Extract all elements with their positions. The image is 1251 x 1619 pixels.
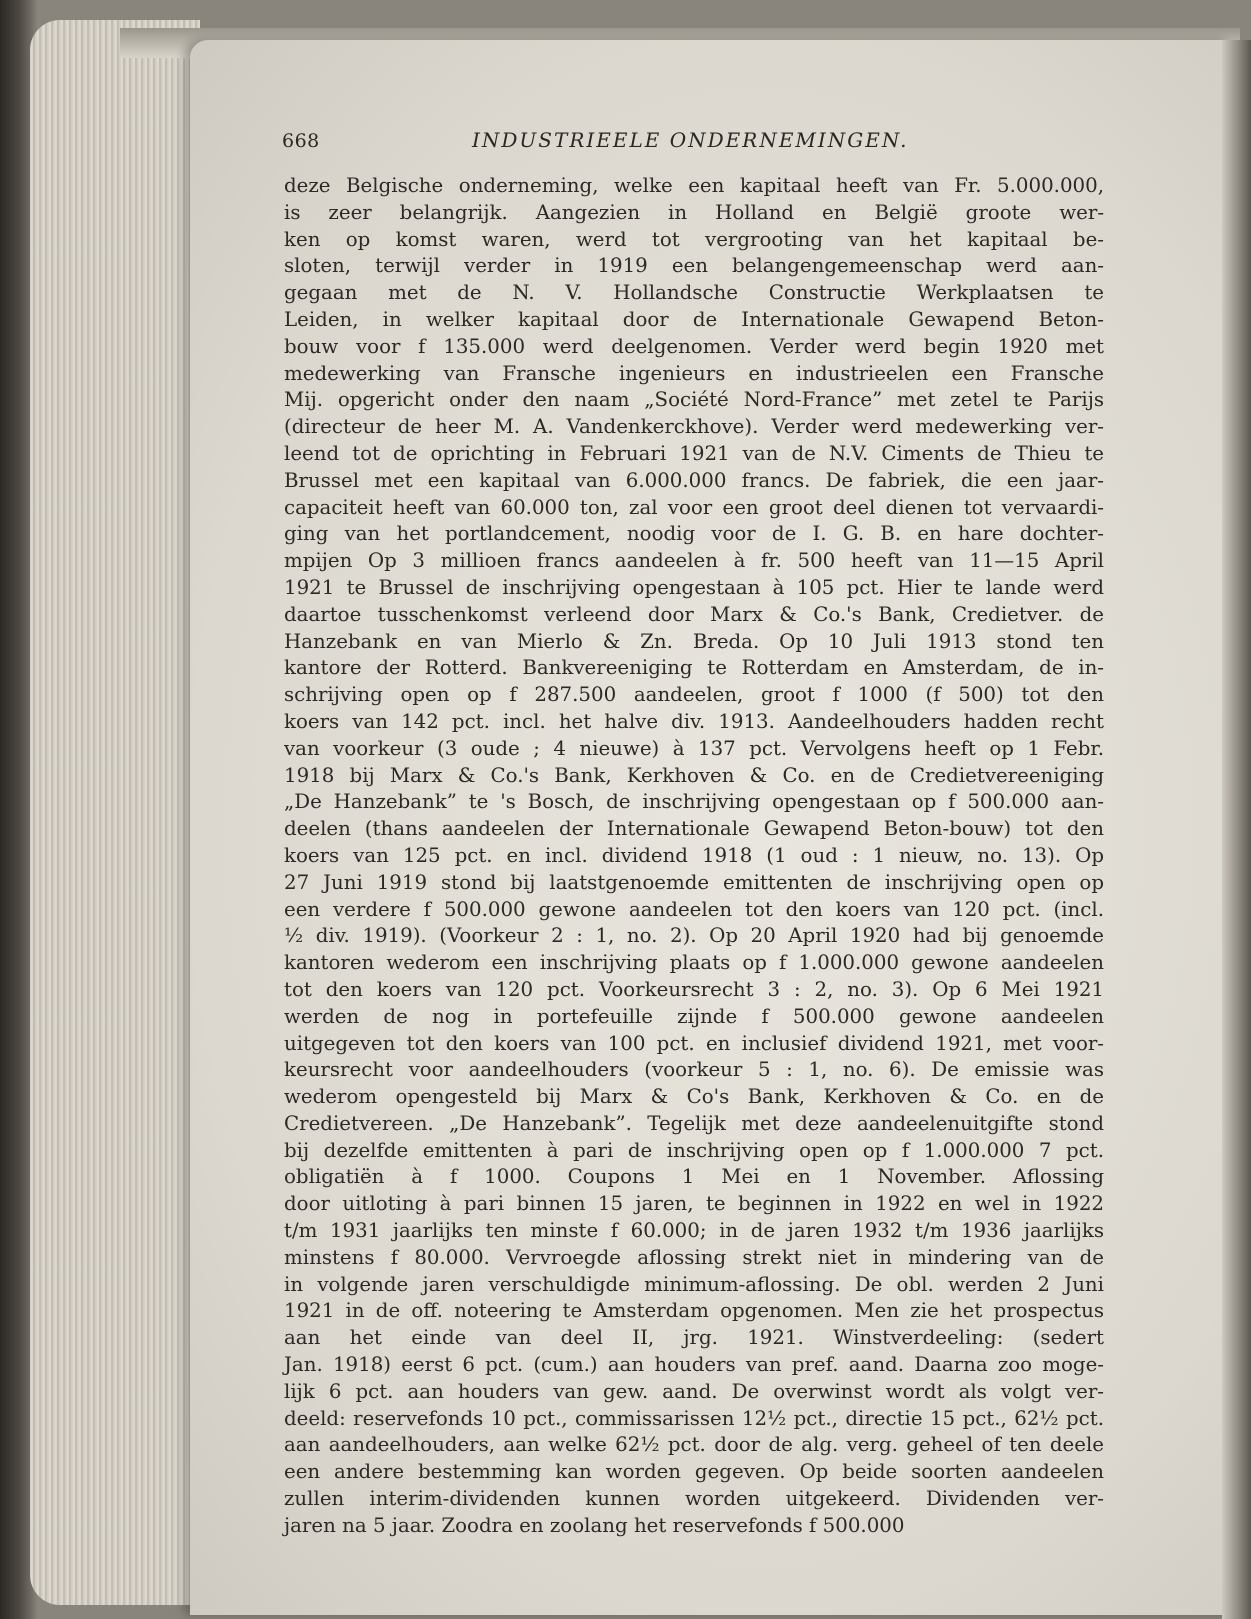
body-text xyxy=(284,173,1104,1540)
text-line: daartoe tusschenkomst verleend door Marx & Co.'s Bank, Credietver. de xyxy=(284,602,1104,626)
text-line: 1918 bij Marx & Co.'s Bank, Kerkhoven & Co. en de Credietvereeniging xyxy=(284,763,1104,787)
page-number: 668 xyxy=(282,130,320,152)
text-line: kantore der Rotterd. Bankvereeniging te Rotterdam en Amsterdam, de in- xyxy=(284,656,1104,680)
text-line: mpijen Op 3 millioen francs aandeelen à fr. 500 heeft van 11—15 April xyxy=(284,549,1104,573)
page-stack-edges xyxy=(30,20,200,1605)
text-line: schrijving open op f 287.500 aandeelen, groot f 1000 (f 500) tot den xyxy=(284,683,1104,707)
text-line: koers van 142 pct. incl. het halve div. 1913. Aandeelhouders hadden recht xyxy=(284,709,1104,733)
text-line: capaciteit heeft van 60.000 ton, zal voor een groot deel dienen tot vervaardi- xyxy=(284,495,1104,519)
text-line: 27 Juni 1919 stond bij laatstgenoemde emittenten de inschrijving open op xyxy=(284,870,1104,894)
text-line: (directeur de heer M. A. Vandenkerckhove). Verder werd medewerking ver- xyxy=(284,415,1104,439)
text-line: bij dezelfde emittenten à pari de inschrijving open op f 1.000.000 7 pct. xyxy=(284,1138,1104,1162)
text-line: medewerking van Fransche ingenieurs en industrieelen een Fransche xyxy=(284,361,1104,385)
text-line: door uitloting à pari binnen 15 jaren, te beginnen in 1922 en wel in 1922 xyxy=(284,1192,1104,1216)
text-line: keursrecht voor aandeelhouders (voorkeur 5 : 1, no. 6). De emissie was xyxy=(284,1058,1104,1082)
text-line: ging van het portlandcement, noodig voor de I. G. B. en hare dochter- xyxy=(284,522,1104,546)
text-line: deeld: reservefonds 10 pct., commissarissen 12½ pct., directie 15 pct., 62½ pct. xyxy=(284,1406,1104,1430)
text-line: aan aandeelhouders, aan welke 62½ pct. door de alg. verg. geheel of ten deele xyxy=(284,1433,1104,1457)
spine-shadow xyxy=(1222,40,1251,1619)
text-line: Hanzebank en van Mierlo & Zn. Breda. Op 10 Juli 1913 stond ten xyxy=(284,629,1104,653)
text-line: lijk 6 pct. aan houders van gew. aand. De overwinst wordt als volgt ver- xyxy=(284,1379,1104,1403)
text-line: deze Belgische onderneming, welke een kapitaal heeft van Fr. 5.000.000, xyxy=(284,174,1104,197)
text-line: 1921 in de off. noteering te Amsterdam opgenomen. Men zie het prospectus xyxy=(284,1299,1104,1323)
text-line: Mij. opgericht onder den naam „Société Nord-France” met zetel te Parijs xyxy=(284,388,1104,412)
text-line: zullen interim-dividenden kunnen worden uitgekeerd. Dividenden ver- xyxy=(284,1487,1104,1511)
text-line: deelen (thans aandeelen der Internationale Gewapend Beton-bouw) tot den xyxy=(284,817,1104,841)
text-line: t/m 1931 jaarlijks ten minste f 60.000; in de jaren 1932 t/m 1936 jaarlijks xyxy=(284,1219,1104,1243)
text-line: jaren na 5 jaar. Zoodra en zoolang het reservefonds f 500.000 xyxy=(284,1513,905,1537)
text-line: is zeer belangrijk. Aangezien in Holland en België groote wer- xyxy=(284,200,1104,224)
text-line: ken op komst waren, werd tot vergrooting van het kapitaal be- xyxy=(284,227,1104,251)
text-line: van voorkeur (3 oude ; 4 nieuwe) à 137 pct. Vervolgens heeft op 1 Febr. xyxy=(284,736,1104,760)
text-line: 1921 te Brussel de inschrijving opengestaan à 105 pct. Hier te lande werd xyxy=(284,575,1104,599)
text-line: bouw voor f 135.000 werd deelgenomen. Verder werd begin 1920 met xyxy=(284,334,1104,358)
text-line: tot den koers van 120 pct. Voorkeursrecht 3 : 2, no. 3). Op 6 Mei 1921 xyxy=(284,977,1104,1001)
text-line: een verdere f 500.000 gewone aandeelen tot den koers van 120 pct. (incl. xyxy=(284,897,1104,921)
text-line: koers van 125 pct. en incl. dividend 1918 (1 oud : 1 nieuw, no. 13). Op xyxy=(284,843,1104,867)
text-line: aan het einde van deel II, jrg. 1921. Winstverdeeling: (sedert xyxy=(284,1326,1104,1350)
text-line: kantoren wederom een inschrijving plaats op f 1.000.000 gewone aandeelen xyxy=(284,951,1104,975)
text-line: Credietvereen. „De Hanzebank”. Tegelijk met deze aandeelenuitgifte stond xyxy=(284,1111,1104,1135)
text-line: wederom opengesteld bij Marx & Co's Bank, Kerkhoven & Co. en de xyxy=(284,1085,1104,1109)
text-line: leend tot de oprichting in Februari 1921 van de N.V. Ciments de Thieu te xyxy=(284,441,1104,465)
text-line: „De Hanzebank” te 's Bosch, de inschrijving opengestaan op f 500.000 aan- xyxy=(284,790,1104,814)
text-line: Brussel met een kapitaal van 6.000.000 francs. De fabriek, die een jaar- xyxy=(284,468,1104,492)
running-title: INDUSTRIEELE ONDERNEMINGEN. xyxy=(472,128,909,152)
text-line: Jan. 1918) eerst 6 pct. (cum.) aan houders van pref. aand. Daarna zoo moge- xyxy=(284,1353,1104,1377)
text-line: ½ div. 1919). (Voorkeur 2 : 1, no. 2). Op 20 April 1920 had bij genoemde xyxy=(284,924,1104,948)
text-line: minstens f 80.000. Vervroegde aflossing strekt niet in mindering van de xyxy=(284,1245,1104,1269)
text-line: in volgende jaren verschuldigde minimum-aflossing. De obl. werden 2 Juni xyxy=(284,1272,1104,1296)
text-line: Leiden, in welker kapitaal door de Internationale Gewapend Beton- xyxy=(284,307,1104,331)
text-line: werden de nog in portefeuille zijnde f 500.000 gewone aandeelen xyxy=(284,1004,1104,1028)
text-line: sloten, terwijl verder in 1919 een belangengemeenschap werd aan- xyxy=(284,254,1104,278)
page-header xyxy=(282,130,1122,160)
text-line: uitgegeven tot den koers van 100 pct. en inclusief dividend 1921, met voor- xyxy=(284,1031,1104,1055)
text-line: obligatiën à f 1000. Coupons 1 Mei en 1 November. Aflossing xyxy=(284,1165,1104,1189)
text-line: een andere bestemming kan worden gegeven. Op beide soorten aandeelen xyxy=(284,1460,1104,1484)
text-line: gegaan met de N. V. Hollandsche Constructie Werkplaatsen te xyxy=(284,281,1104,305)
